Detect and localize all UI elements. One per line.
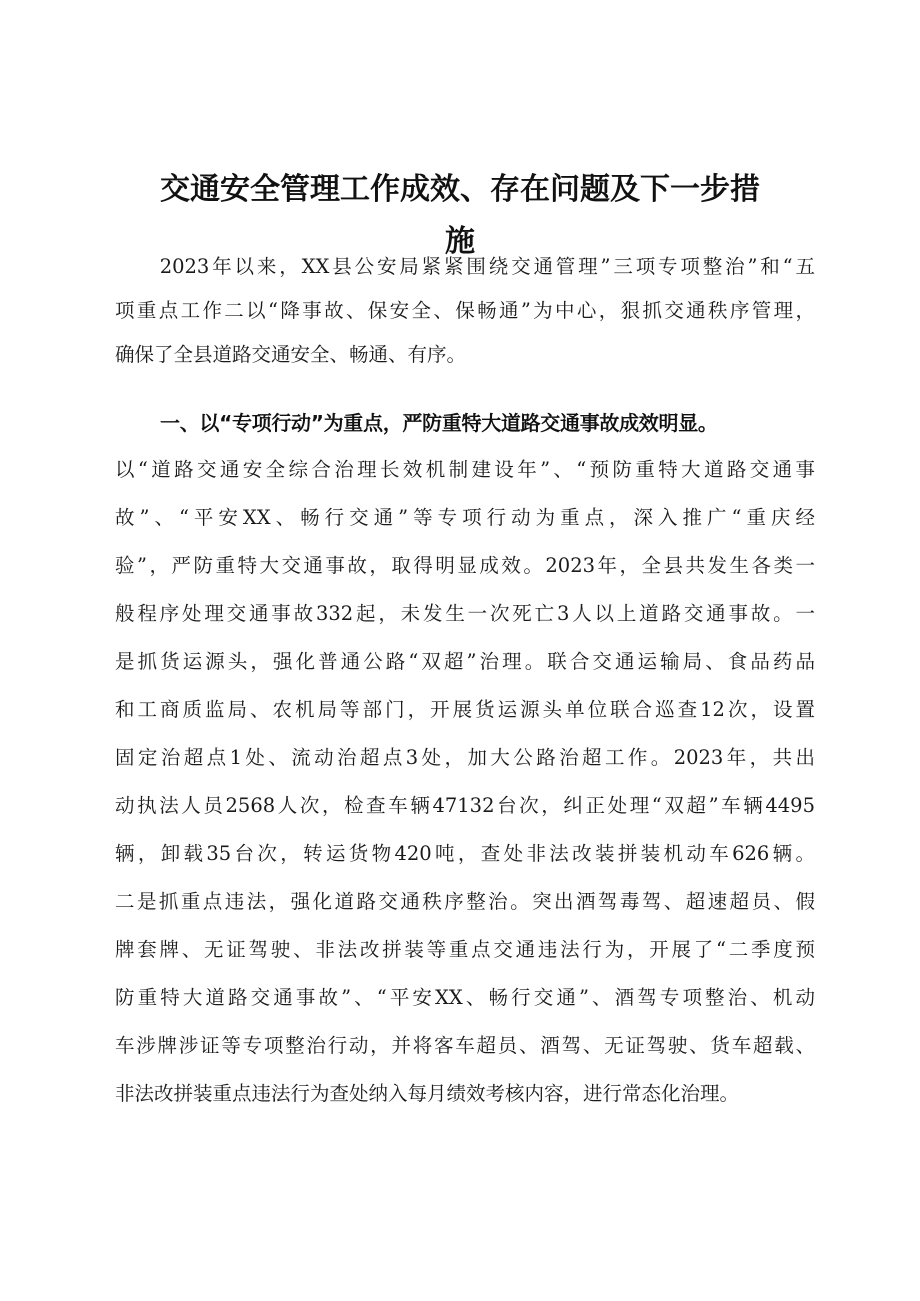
document-title-line-1: 交通安全管理工作成效、存在问题及下一步措 (160, 172, 760, 207)
intro-line: 2023年以来，XX县公安局紧紧围绕交通管理”三项专项整治”和“五 (115, 255, 815, 278)
body-line: 是抓货运源头，强化普通公路“双超”治理。联合交通运输局、食品药品 (115, 650, 815, 673)
section-body-paragraph (115, 446, 815, 1118)
body-line: 故”、“平安XX、畅行交通”等专项行动为重点，深入推广“重庆经 (115, 506, 815, 529)
body-line: 动执法人员2568人次，检查车辆47132台次，纠正处理“双超”车辆4495 (115, 794, 815, 817)
body-line: 以“道路交通安全综合治理长效机制建设年”、“预防重特大道路交通事 (115, 458, 815, 481)
body-line: 非法改拼装重点违法行为查处纳入每月绩效考核内容，进行常态化治理。 (115, 1082, 740, 1105)
body-line: 辆，卸载35台次，转运货物420吨，查处非法改装拼装机动车626辆。 (115, 842, 815, 865)
body-line: 般程序处理交通事故332起，未发生一次死亡3人以上道路交通事故。一 (115, 602, 815, 625)
intro-line: 项重点工作二以“降事故、保安全、保畅通”为中心，狠抓交通秩序管理， (115, 299, 815, 322)
body-line: 车涉牌涉证等专项整治行动，并将客车超员、酒驾、无证驾驶、货车超载、 (115, 1034, 815, 1057)
body-line: 验”，严防重特大交通事故，取得明显成效。2023年，全县共发生各类一 (115, 554, 815, 577)
body-line: 固定治超点1处、流动治超点3处，加大公路治超工作。2023年，共出 (115, 746, 815, 769)
intro-line: 确保了全县道路交通安全、畅通、有序。 (115, 343, 467, 366)
body-line: 防重特大道路交通事故”、“平安XX、畅行交通”、酒驾专项整治、机动 (115, 986, 815, 1009)
body-line: 和工商质监局、农机局等部门，开展货运源头单位联合巡查12次，设置 (115, 698, 815, 721)
body-line: 二是抓重点违法，强化道路交通秩序整治。突出酒驾毒驾、超速超员、假 (115, 890, 815, 913)
body-line: 牌套牌、无证驾驶、非法改拼装等重点交通违法行为，开展了“二季度预 (115, 938, 815, 961)
document-title-line-2: 施 (445, 224, 475, 259)
section-heading: 一、以“专项行动”为重点，严防重特大道路交通事故成效明显。 (160, 411, 718, 435)
intro-paragraph (115, 245, 815, 377)
